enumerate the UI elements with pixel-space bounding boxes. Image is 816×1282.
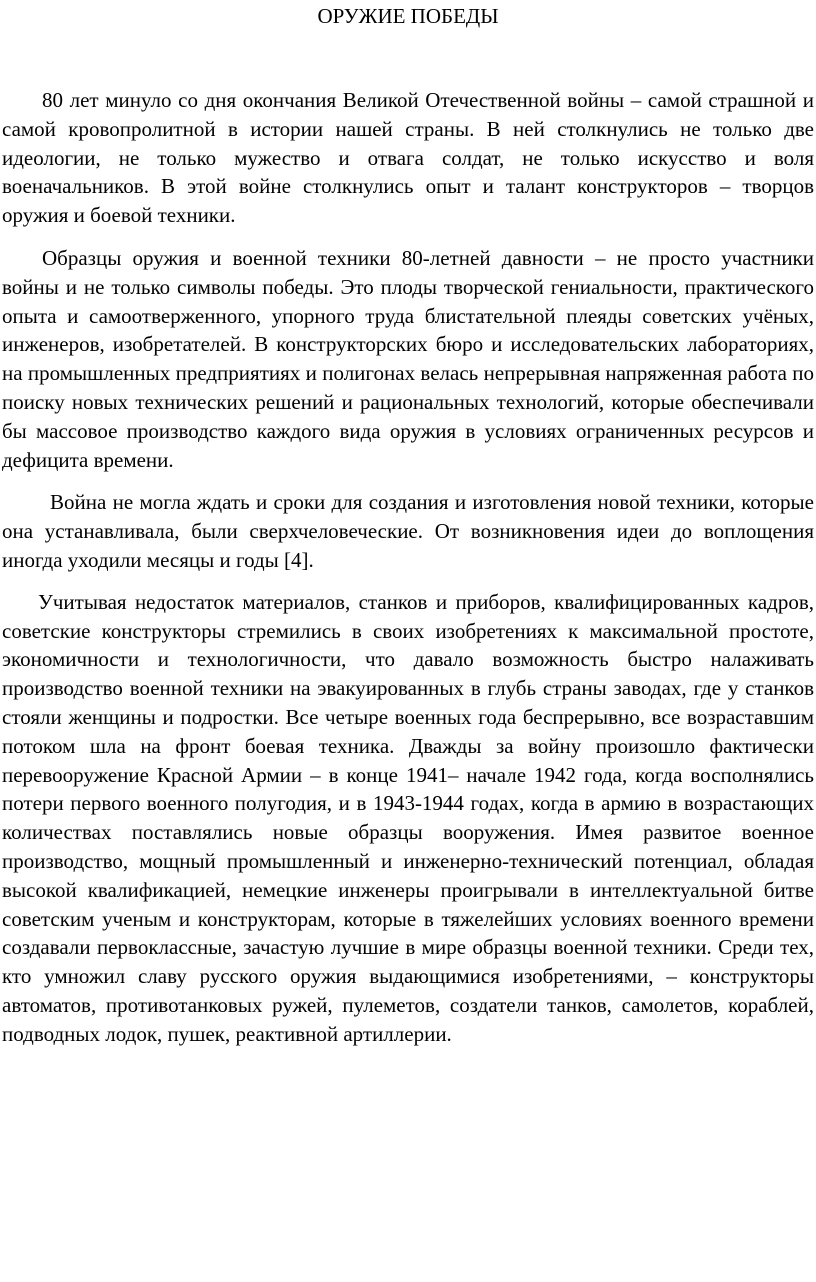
- paragraph-4: Учитывая недостаток материалов, станков и приборов, квалифицированных кадров, советские конструкторы стремились в своих изобретениях к максимальной простоте, экономичности и технологичности, что давало возможность быстро налаживать производство военной техники на эвакуированных в глубь страны заводах, где у станков стояли женщины и подростки. Все четыре военных года беспрерывно, все возраставшим потоком шла на фронт боевая техника. Дважды за войну произошло фактически перевооружение Красной Армии – в конце 1941– начале 1942 года, когда восполнялись потери первого военного полугодия, и в 1943-1944 годах, когда в армию в возрастающих количествах поставлялись новые образцы вооружения. Имея развитое военное производство, мощный промышленный и инженерно-технический потенциал, обладая высокой квалификацией, немецкие инженеры проигрывали в интеллектуальной битве советским ученым и конструкторам, которые в тяжелейших условиях военного времени создавали первоклассные, зачастую лучшие в мире образцы военной техники. Среди тех, кто умножил славу русского оружия выдающимися изобретениями, – конструкторы автоматов, противотанковых ружей, пулеметов, создатели танков, самолетов, кораблей, подводных лодок, пушек, реактивной артиллерии.: [2, 589, 814, 1046]
- paragraph-3: Война не могла ждать и сроки для создания и изготовления новой техники, которые она устанавливала, были сверхчеловеческие. От возникновения идеи до воплощения иногда уходили месяцы и годы [4].: [2, 490, 814, 572]
- document-body: [2, 86, 814, 1049]
- paragraph-2: Образцы оружия и военной техники 80-летней давности – не просто участники войны и не только символы победы. Это плоды творческой гениальности, практического опыта и самоотверженного, упорного труда блистательной плеяды советских учёных, инженеров, изобретателей. В конструкторских бюро и исследовательских лабораториях, на промышленных предприятиях и полигонах велась непрерывная напряженная работа по поиску новых технических решений и рациональных технологий, которые обеспечивали бы массовое производство каждого вида оружия в условиях ограниченных ресурсов и дефицита времени.: [2, 245, 814, 472]
- document-title: ОРУЖИЕ ПОБЕДЫ: [317, 4, 499, 28]
- paragraph-1: 80 лет минуло со дня окончания Великой Отечественной войны – самой страшной и самой кровопролитной в истории нашей страны. В ней столкнулись не только две идеологии, не только мужество и отвага солдат, не только искусство и воля военачальников. В этой войне столкнулись опыт и талант конструкторов – творцов оружия и боевой техники.: [2, 88, 814, 228]
